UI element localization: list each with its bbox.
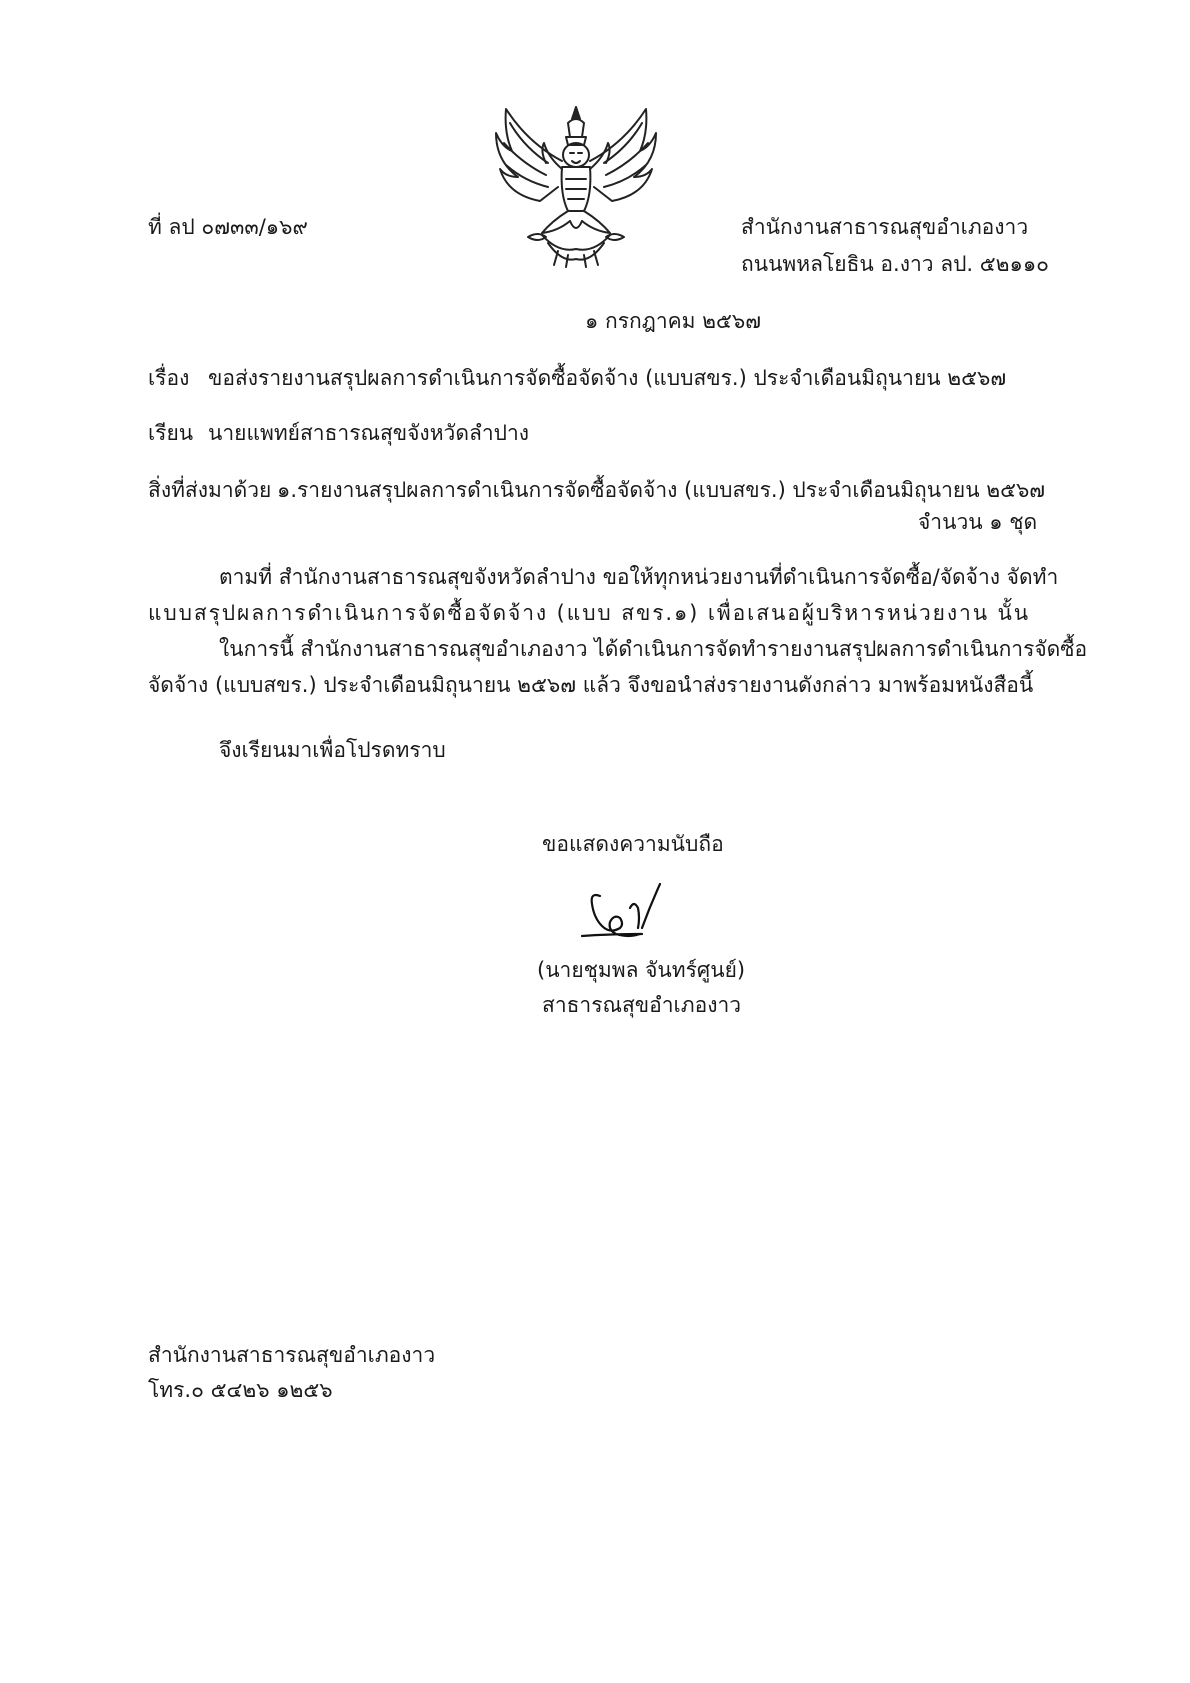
footer-office: สำนักงานสาธารณสุขอำเภองาว <box>148 1343 436 1367</box>
office-address: ถนนพหลโยธิน อ.งาว ลป. ๕๒๑๑๐ <box>741 252 1049 276</box>
enclosure-quantity: จำนวน ๑ ชุด <box>918 510 1038 534</box>
subject-text: ขอส่งรายงานสรุปผลการดำเนินการจัดซื้อจัดจ้าง (แบบสขร.) ประจำเดือนมิถุนายน ๒๕๖๗ <box>208 366 1007 390</box>
signatory-position: สาธารณสุขอำเภองาว <box>542 993 742 1017</box>
handwritten-signature <box>580 878 670 942</box>
closing-salutation: ขอแสดงความนับถือ <box>542 832 724 856</box>
document-date: ๑ กรกฎาคม ๒๕๖๗ <box>585 309 762 333</box>
footer-phone: โทร.๐ ๕๔๒๖ ๑๒๕๖ <box>148 1378 333 1402</box>
closing-request: จึงเรียนมาเพื่อโปรดทราบ <box>219 738 446 762</box>
enclosure-text: ๑.รายงานสรุปผลการดำเนินการจัดซื้อจัดจ้าง (แบบสขร.) ประจำเดือนมิถุนายน ๒๕๖๗ <box>277 478 1046 502</box>
enclosure-label: สิ่งที่ส่งมาด้วย <box>148 478 272 502</box>
subject-label: เรื่อง <box>148 366 190 390</box>
body-paragraph-1-line-1: ตามที่ สำนักงานสาธารณสุขจังหวัดลำปาง ขอให้ทุกหน่วยงานที่ดำเนินการจัดซื้อ/จัดจ้าง จัดทำ <box>219 565 1059 589</box>
recipient-text: นายแพทย์สาธารณสุขจังหวัดลำปาง <box>208 421 529 445</box>
recipient-label: เรียน <box>148 421 194 445</box>
body-paragraph-1-line-2: แบบสรุปผลการดำเนินการจัดซื้อจัดจ้าง (แบบ สขร.๑) เพื่อเสนอผู้บริหารหน่วยงาน นั้น <box>148 601 1031 625</box>
document-number: ที่ ลป ๐๗๓๓/๑๖๙ <box>148 215 308 239</box>
signatory-name: (นายชุมพล จันทร์ศูนย์) <box>537 958 746 982</box>
garuda-emblem <box>488 103 664 268</box>
body-paragraph-2-line-2: จัดจ้าง (แบบสขร.) ประจำเดือนมิถุนายน ๒๕๖๗ แล้ว จึงขอนำส่งรายงานดังกล่าว มาพร้อมหนังสือนี้ <box>148 673 1034 697</box>
body-paragraph-2-line-1: ในการนี้ สำนักงานสาธารณสุขอำเภองาว ได้ดำเนินการจัดทำรายงานสรุปผลการดำเนินการจัดซื้อ <box>219 637 1088 661</box>
office-name: สำนักงานสาธารณสุขอำเภองาว <box>741 215 1029 239</box>
